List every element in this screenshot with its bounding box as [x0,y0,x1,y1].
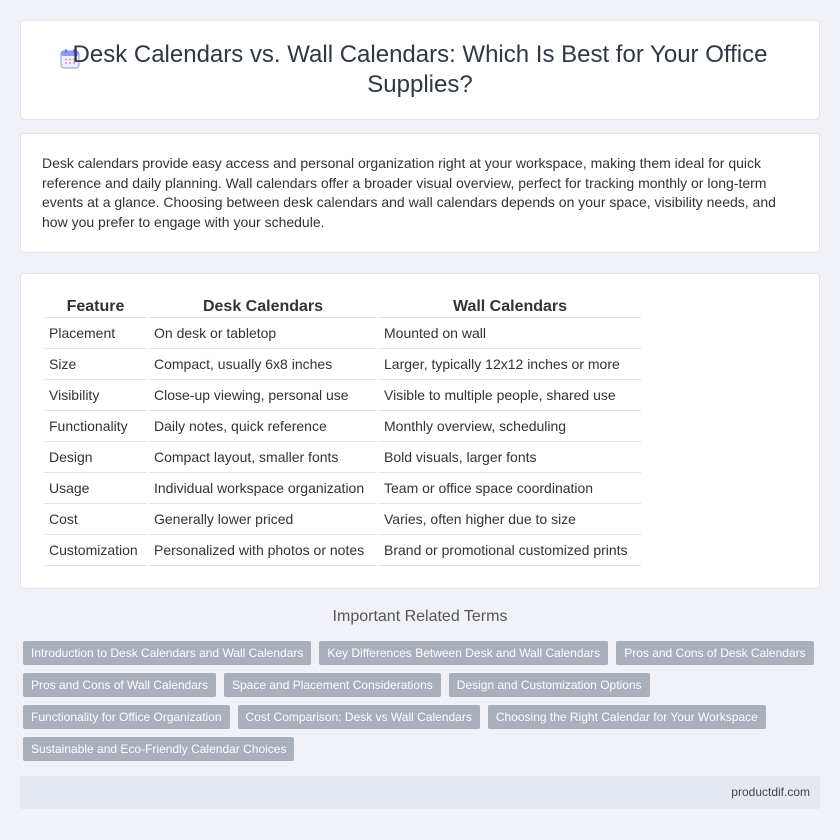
feature-cell: Functionality [44,411,147,442]
related-term-tag[interactable]: Cost Comparison: Desk vs Wall Calendars [238,705,480,729]
page-title: Desk Calendars vs. Wall Calendars: Which Is Best for Your Office Supplies? [72,41,768,98]
related-term-tag[interactable]: Space and Placement Considerations [224,673,441,697]
desk-cell: Generally lower priced [149,504,377,535]
header-feature: Feature [44,296,147,318]
feature-cell: Size [44,349,147,380]
table-header-row [44,296,641,318]
table-row [44,535,641,566]
desk-cell: Close-up viewing, personal use [149,380,377,411]
table-row [44,411,641,442]
related-term-tag[interactable]: Design and Customization Options [449,673,650,697]
footer-site-link[interactable]: productdif.com [731,785,810,799]
related-term-tag[interactable]: Pros and Cons of Wall Calendars [23,673,216,697]
feature-cell: Design [44,442,147,473]
feature-cell: Cost [44,504,147,535]
header-wall-calendars: Wall Calendars [379,296,641,318]
feature-cell: Visibility [44,380,147,411]
table-row [44,442,641,473]
wall-cell: Monthly overview, scheduling [379,411,641,442]
intro-card [20,133,820,253]
feature-cell: Placement [44,318,147,349]
table-row [44,473,641,504]
related-term-tag[interactable]: Introduction to Desk Calendars and Wall Calendars [23,641,311,665]
footer [20,776,820,809]
header-card [20,20,820,120]
table-row [44,349,641,380]
related-term-tag[interactable]: Sustainable and Eco-Friendly Calendar Choices [23,737,294,761]
wall-cell: Brand or promotional customized prints [379,535,641,566]
related-terms-heading: Important Related Terms [332,608,508,625]
related-term-tag[interactable]: Functionality for Office Organization [23,705,230,729]
table-row [44,318,641,349]
intro-paragraph: Desk calendars provide easy access and personal organization right at your workspace, making them ideal for quick reference and daily planning. Wall calendars offer a broader visual overview, perfect for tracking monthly or long-term events at a glance. Choosing between desk calendars and wall calendars depends on your space, visibility needs, and how you prefer to engage with your schedule. [42,155,776,230]
table-row [44,380,641,411]
desk-cell: Daily notes, quick reference [149,411,377,442]
wall-cell: Team or office space coordination [379,473,641,504]
related-term-tag[interactable]: Choosing the Right Calendar for Your Workspace [488,705,766,729]
table-row [44,504,641,535]
related-terms-list [23,641,823,769]
wall-cell: Bold visuals, larger fonts [379,442,641,473]
related-term-tag[interactable]: Pros and Cons of Desk Calendars [616,641,813,665]
desk-cell: Personalized with photos or notes [149,535,377,566]
wall-cell: Larger, typically 12x12 inches or more [379,349,641,380]
feature-cell: Usage [44,473,147,504]
desk-cell: On desk or tabletop [149,318,377,349]
desk-cell: Compact layout, smaller fonts [149,442,377,473]
wall-cell: Visible to multiple people, shared use [379,380,641,411]
comparison-table [42,296,643,566]
comparison-card [20,273,820,589]
header-desk-calendars: Desk Calendars [149,296,377,318]
feature-cell: Customization [44,535,147,566]
wall-cell: Mounted on wall [379,318,641,349]
desk-cell: Individual workspace organization [149,473,377,504]
desk-cell: Compact, usually 6x8 inches [149,349,377,380]
wall-cell: Varies, often higher due to size [379,504,641,535]
related-term-tag[interactable]: Key Differences Between Desk and Wall Calendars [319,641,608,665]
